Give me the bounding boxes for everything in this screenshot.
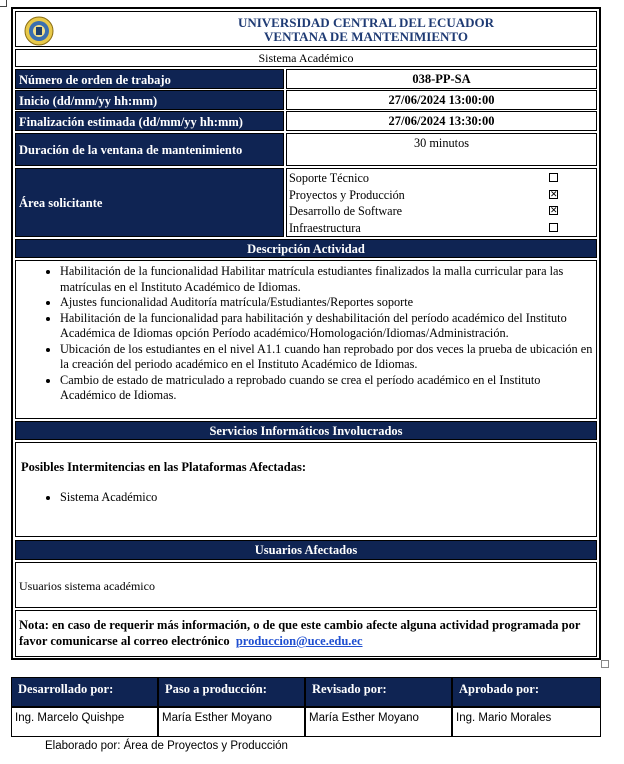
reviewer-name: María Esther Moyano	[309, 712, 419, 724]
checkbox-icon[interactable]	[549, 173, 558, 182]
order-number-value: 038-PP-SA	[412, 72, 471, 86]
table-end-marker	[601, 660, 609, 668]
end-label: Finalización estimada (dd/mm/yy hh:mm)	[19, 115, 243, 129]
duration-label-cell	[15, 133, 284, 166]
activity-item: • Cambio de estado de matriculado a reprobado cuando se crea el período académico en el Instituto Académico de Idiomas.	[60, 373, 596, 404]
users-header	[15, 540, 597, 560]
services-header	[15, 421, 597, 440]
checked-checkbox-icon[interactable]: ✕	[550, 206, 558, 216]
activity-title: Descripción Actividad	[247, 242, 365, 256]
prepared-by-footer: Elaborado por: Área de Proyectos y Producción	[45, 740, 288, 752]
signoff-name-cell	[11, 707, 158, 737]
start-label-cell	[15, 90, 284, 110]
note-text: Nota: en caso de requerir más información, o de que este cambio afecte alguna actividad programada por favor comunicarse al correo electrónico	[19, 618, 581, 648]
checked-checkbox-icon[interactable]: ✕	[550, 190, 558, 200]
area-option-proyectos[interactable]	[289, 187, 594, 203]
developer-name: Ing. Marcelo Quishpe	[15, 712, 125, 724]
developed-by-label: Desarrollado por:	[18, 682, 114, 696]
checkbox-icon[interactable]	[549, 223, 558, 232]
start-value: 27/06/2024 13:00:00	[388, 93, 495, 107]
system-name: Sistema Académico	[258, 51, 354, 65]
order-number-label-cell	[15, 69, 284, 89]
activity-item: • Ubicación de los estudiantes en el nivel A1.1 cuando han reprobado por dos veces la prueba de ubicación en la creación del periodo académico en el Instituto Académico de Idiomas.	[60, 342, 596, 373]
system-name-cell	[15, 49, 597, 67]
users-value: Usuarios sistema académico	[19, 579, 155, 593]
signoff-name-cell	[452, 707, 601, 737]
area-option-desarrollo[interactable]	[289, 203, 594, 219]
area-option-soporte[interactable]	[289, 170, 594, 186]
services-title: Servicios Informáticos Involucrados	[209, 424, 403, 438]
signoff-header	[11, 677, 158, 707]
deployer-name: María Esther Moyano	[162, 712, 272, 724]
signoff-table	[11, 677, 601, 739]
area-label-cell	[15, 168, 284, 237]
start-label: Inicio (dd/mm/yy hh:mm)	[19, 94, 158, 108]
order-number-label: Número de orden de trabajo	[19, 73, 171, 87]
order-number-value-cell	[286, 69, 597, 89]
signoff-header	[452, 677, 601, 707]
reviewed-by-label: Revisado por:	[312, 682, 387, 696]
signoff-name-cell	[158, 707, 305, 737]
area-label: Área solicitante	[19, 196, 103, 210]
start-value-cell	[286, 90, 597, 110]
area-options-cell	[286, 168, 597, 237]
approver-name: Ing. Mario Morales	[456, 712, 552, 724]
area-option-label: Desarrollo de Software	[289, 204, 403, 218]
activity-item: • Habilitación de la funcionalidad para habilitación y deshabilitación del período académico del Instituto Académica de Idiomas opción Período académico/Homologación/Idiomas/Administración.	[60, 311, 596, 342]
area-option-label: Infraestructura	[289, 221, 361, 235]
services-body-cell	[15, 442, 597, 537]
area-option-infraestructura[interactable]	[289, 220, 594, 236]
duration-value: 30 minutos	[414, 136, 469, 150]
activity-item: • Ajustes funcionalidad Auditoría matrícula/Estudiantes/Reportes soporte	[60, 295, 596, 311]
services-subtitle: Posibles Intermitencias en las Plataformas Afectadas:	[21, 460, 307, 474]
end-value: 27/06/2024 13:30:00	[388, 114, 495, 128]
deployed-by-label: Paso a producción:	[165, 682, 267, 696]
users-title: Usuarios Afectados	[254, 543, 358, 557]
contact-email-link[interactable]: produccion@uce.edu.ec	[235, 634, 363, 648]
users-value-cell	[15, 562, 597, 608]
note-cell	[15, 610, 597, 657]
signoff-name-cell	[305, 707, 452, 737]
header-cell	[15, 11, 597, 47]
duration-label: Duración de la ventana de mantenimiento	[19, 143, 243, 157]
end-value-cell	[286, 111, 597, 131]
services-list	[16, 490, 157, 506]
service-item: • Sistema Académico	[60, 490, 157, 506]
activity-item: • Habilitación de la funcionalidad Habilitar matrícula estudiantes finalizados la malla curricular para las matrículas en el Instituto Académico de Idiomas.	[60, 264, 596, 295]
approved-by-label: Aprobado por:	[459, 682, 539, 696]
area-option-label: Soporte Técnico	[289, 171, 369, 185]
activity-header	[15, 239, 597, 258]
signoff-header	[305, 677, 452, 707]
university-name: UNIVERSIDAD CENTRAL DEL ECUADOR	[237, 15, 495, 30]
activity-list-cell	[15, 260, 597, 419]
signoff-header	[158, 677, 305, 707]
end-label-cell	[15, 111, 284, 131]
duration-value-cell	[286, 133, 597, 166]
maintenance-window-form	[11, 7, 601, 660]
document-title	[166, 16, 566, 44]
area-option-label: Proyectos y Producción	[289, 188, 405, 202]
university-logo	[24, 16, 54, 46]
page-corner-mark	[0, 0, 7, 7]
form-name: VENTANA DE MANTENIMIENTO	[264, 29, 468, 44]
activity-list	[16, 264, 596, 404]
